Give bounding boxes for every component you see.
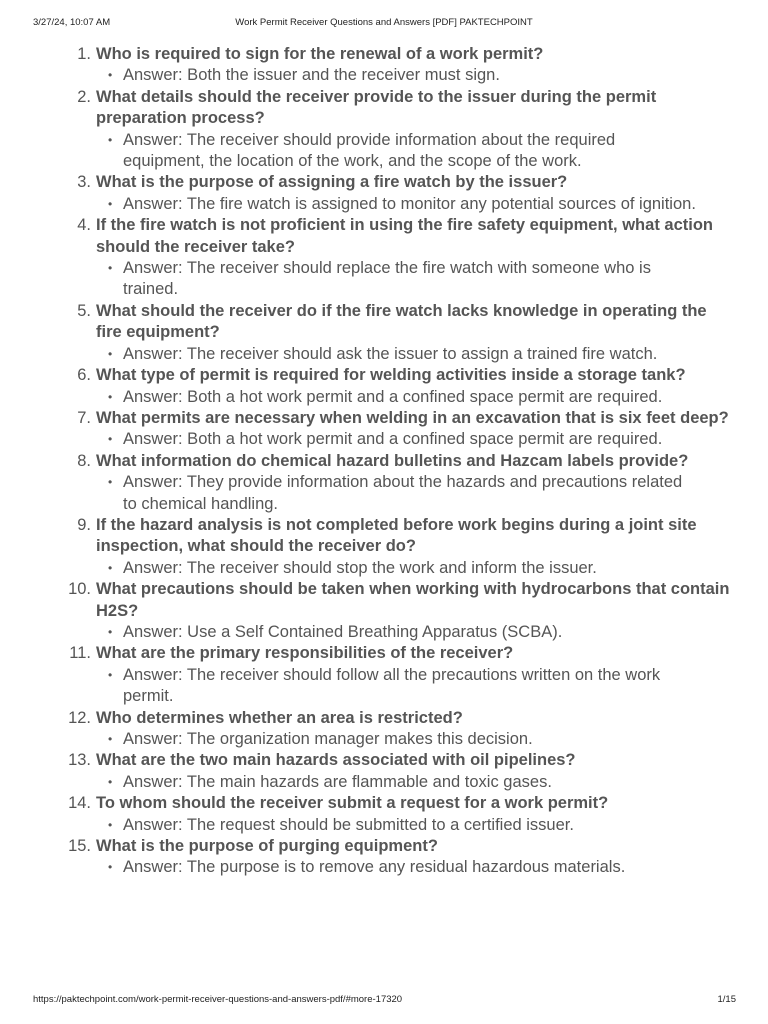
list-item xyxy=(77,365,736,408)
answer-list xyxy=(96,429,736,450)
question-text: What permits are necessary when welding in an excavation that is six feet deep? xyxy=(96,408,729,427)
answer-item xyxy=(108,65,698,86)
bullet-icon: • xyxy=(108,560,113,575)
answer-item xyxy=(108,130,698,173)
bullet-icon: • xyxy=(108,624,113,639)
answer-item xyxy=(108,429,698,450)
answer-list xyxy=(96,344,736,365)
answer-list xyxy=(96,258,736,301)
bullet-icon: • xyxy=(108,68,113,83)
bullet-icon: • xyxy=(108,732,113,746)
answer-text: Answer: The receiver should provide information about the required equipment, the location of the work, and the scope of the work. xyxy=(123,130,616,171)
list-item xyxy=(68,750,736,793)
question-number: 15. xyxy=(68,837,91,856)
answer-list xyxy=(96,194,736,215)
answer-item xyxy=(108,815,698,836)
list-item xyxy=(77,451,736,515)
question-number: 1. xyxy=(77,45,91,63)
bullet-icon: • xyxy=(108,389,113,404)
question-text: What is the purpose of assigning a fire watch by the issuer? xyxy=(96,173,568,192)
print-timestamp: 3/27/24, 10:07 AM xyxy=(33,17,111,28)
answer-text: Answer: The main hazards are flammable and toxic gases. xyxy=(123,772,552,791)
question-text: What information do chemical hazard bulletins and Hazcam labels provide? xyxy=(96,451,689,470)
answer-text: Answer: The purpose is to remove any residual hazardous materials. xyxy=(123,858,626,877)
question-number: 3. xyxy=(77,173,91,192)
question-text: If the hazard analysis is not completed before work begins during a joint site inspection, what should the receiver do? xyxy=(96,515,697,556)
answer-item xyxy=(108,558,698,579)
list-item xyxy=(77,515,736,579)
answer-text: Answer: The receiver should ask the issuer to assign a trained fire watch. xyxy=(123,344,658,363)
answer-item xyxy=(108,665,698,708)
question-number: 2. xyxy=(77,87,91,106)
answer-text: Answer: The receiver should replace the fire watch with someone who is trained. xyxy=(123,259,651,299)
question-text: What details should the receiver provide to the issuer during the permit preparation process? xyxy=(96,87,657,128)
question-number: 5. xyxy=(77,301,91,320)
answer-text: Answer: The receiver should stop the work and inform the issuer. xyxy=(123,558,597,577)
question-number: 12. xyxy=(68,708,91,727)
question-number: 13. xyxy=(68,751,91,770)
list-item xyxy=(77,215,736,301)
list-item xyxy=(77,44,736,87)
bullet-icon: • xyxy=(108,774,113,789)
question-text: What are the primary responsibilities of the receiver? xyxy=(96,644,514,663)
answer-list xyxy=(96,622,736,643)
question-number: 7. xyxy=(77,408,91,427)
list-item xyxy=(77,172,736,215)
bullet-icon: • xyxy=(108,860,113,875)
question-text: What precautions should be taken when working with hydrocarbons that contain H2S? xyxy=(96,580,730,620)
print-header xyxy=(0,17,768,31)
answer-list xyxy=(96,558,736,579)
question-number: 10. xyxy=(68,580,91,599)
answer-text: Answer: The fire watch is assigned to monitor any potential sources of ignition. xyxy=(123,194,696,213)
answer-list xyxy=(96,665,736,708)
answer-item xyxy=(108,387,698,408)
question-text: To whom should the receiver submit a request for a work permit? xyxy=(96,794,609,813)
question-text: Who is required to sign for the renewal of a work permit? xyxy=(96,45,544,63)
answer-item xyxy=(108,729,698,750)
answer-item xyxy=(108,622,698,643)
answer-text: Answer: They provide information about the hazards and precautions related to chemical handling. xyxy=(123,473,683,513)
answer-list xyxy=(96,729,736,750)
question-number: 14. xyxy=(68,794,91,813)
question-number: 4. xyxy=(77,216,91,235)
question-number: 8. xyxy=(77,451,91,470)
answer-item xyxy=(108,344,698,365)
list-item xyxy=(68,836,736,879)
answer-text: Answer: Both a hot work permit and a confined space permit are required. xyxy=(123,430,663,449)
print-footer xyxy=(0,994,768,1008)
answer-list xyxy=(96,387,736,408)
answer-text: Answer: Both a hot work permit and a confined space permit are required. xyxy=(123,387,663,406)
question-text: What are the two main hazards associated with oil pipelines? xyxy=(96,751,576,770)
question-text: What type of permit is required for welding activities inside a storage tank? xyxy=(96,366,686,385)
question-answer-list xyxy=(68,44,736,879)
answer-list xyxy=(96,857,736,878)
answer-text: Answer: The organization manager makes this decision. xyxy=(123,730,533,748)
list-item xyxy=(68,793,736,836)
list-item xyxy=(77,408,736,451)
answer-text: Answer: Both the issuer and the receiver must sign. xyxy=(123,66,500,85)
bullet-icon: • xyxy=(108,261,113,276)
question-text: What is the purpose of purging equipment? xyxy=(96,837,438,856)
answer-text: Answer: Use a Self Contained Breathing Apparatus (SCBA). xyxy=(123,622,563,641)
question-number: 6. xyxy=(77,366,91,385)
list-item xyxy=(68,708,736,751)
answer-list xyxy=(96,772,736,793)
answer-item xyxy=(108,857,698,878)
list-item xyxy=(69,643,736,707)
answer-list xyxy=(96,815,736,836)
list-item xyxy=(77,301,736,365)
answer-list xyxy=(96,130,736,173)
answer-item xyxy=(108,258,698,301)
page-url: https://paktechpoint.com/work-permit-receiver-questions-and-answers-pdf/#more-17320 xyxy=(33,994,403,1005)
list-item xyxy=(77,87,736,173)
bullet-icon: • xyxy=(108,817,113,832)
answer-text: Answer: The request should be submitted to a certified issuer. xyxy=(123,815,574,834)
bullet-icon: • xyxy=(108,667,113,682)
question-number: 11. xyxy=(69,644,91,663)
question-number: 9. xyxy=(77,515,91,534)
bullet-icon: • xyxy=(108,475,113,490)
question-text: Who determines whether an area is restricted? xyxy=(96,708,463,727)
answer-item xyxy=(108,194,698,215)
page-number: 1/15 xyxy=(717,994,736,1005)
list-item xyxy=(68,579,736,643)
answer-list xyxy=(96,472,736,515)
question-text: If the fire watch is not proficient in using the fire safety equipment, what action should the receiver take? xyxy=(96,216,713,256)
document-title: Work Permit Receiver Questions and Answers [PDF] PAKTECHPOINT xyxy=(235,17,533,28)
bullet-icon: • xyxy=(108,196,113,211)
bullet-icon: • xyxy=(108,132,113,147)
answer-text: Answer: The receiver should follow all the precautions written on the work permit. xyxy=(123,665,661,706)
bullet-icon: • xyxy=(108,432,113,447)
answer-item xyxy=(108,472,698,515)
question-text: What should the receiver do if the fire watch lacks knowledge in operating the fire equipment? xyxy=(96,301,707,342)
answer-list xyxy=(96,65,736,86)
answer-item xyxy=(108,772,698,793)
bullet-icon: • xyxy=(108,346,113,361)
